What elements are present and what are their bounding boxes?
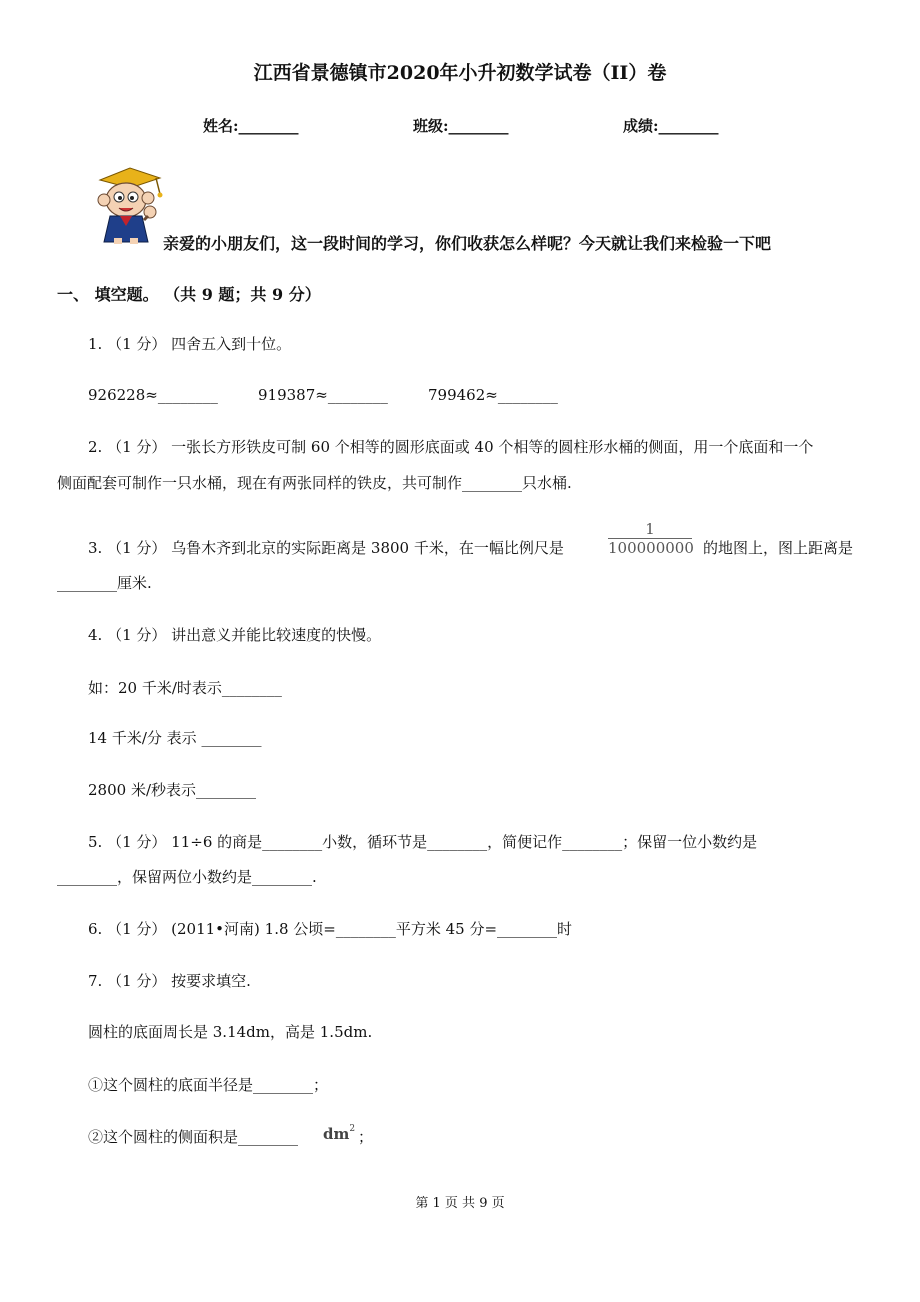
question-2-line-1: 2. （1 分） 一张长方形铁皮可制 60 个相等的圆形底面或 40 个相等的圆柱形水桶的侧面，用一个底面和一个: [88, 438, 814, 456]
question-7-given: 圆柱的底面周长是 3.14dm，高是 1.5dm.: [88, 1023, 373, 1041]
question-7-item-2: ②这个圆柱的侧面积是________: [88, 1128, 299, 1146]
class-field: 班级:________: [413, 117, 509, 135]
scale-fraction: [608, 521, 692, 556]
question-7-item-1: ①这个圆柱的底面半径是________；: [88, 1076, 329, 1094]
question-3-line-2: ________厘米.: [57, 574, 152, 592]
question-3-line-1: 3. （1 分） 乌鲁木齐到北京的实际距离是 3800 千米，在一幅比例尺是: [88, 539, 564, 557]
greeting-text: 亲爱的小朋友们，这一段时间的学习，你们收获怎么样呢？今天就让我们来检验一下吧: [163, 234, 772, 253]
question-1-blank-b: 919387≈________: [258, 386, 388, 404]
question-6-line: 6. （1 分） (2011•河南) 1.8 公顷=________平方米 45 分=________时: [88, 920, 573, 938]
unit-dm-squared: [323, 1124, 355, 1143]
question-5-line-1: 5. （1 分） 11÷6 的商是________小数，循环节是________，简便记作________；保留一位小数约是: [88, 833, 758, 851]
question-7-stem: 7. （1 分） 按要求填空.: [88, 972, 251, 990]
question-1-blank-a: 926228≈________: [88, 386, 218, 404]
question-4-item-b: 14 千米/分 表示 ________: [88, 729, 262, 747]
question-2-line-2: 侧面配套可制作一只水桶，现在有两张同样的铁皮，共可制作________只水桶.: [57, 474, 572, 492]
unit-exponent: 2: [349, 1124, 356, 1134]
question-3-line-1-end: 的地图上，图上距离是: [703, 539, 854, 557]
unit-dm: dm: [323, 1125, 350, 1143]
fraction-denominator: 100000000: [608, 539, 694, 557]
question-1-stem: 1. （1 分） 四舍五入到十位。: [88, 335, 292, 353]
page-title: 江西省景德镇市2020年小升初数学试卷（II）卷: [253, 62, 667, 84]
question-7-item-2-end: ；: [358, 1128, 374, 1146]
question-4-stem: 4. （1 分） 讲出意义并能比较速度的快慢。: [88, 626, 382, 644]
question-4-item-a: 如：20 千米/时表示________: [88, 679, 282, 697]
question-4-item-c: 2800 米/秒表示________: [88, 781, 256, 799]
question-5-line-2: ________，保留两位小数约是________.: [57, 868, 317, 886]
score-field: 成绩:________: [623, 117, 719, 135]
question-1-blank-c: 799462≈________: [428, 386, 558, 404]
section-heading: 一、 填空题。 （共 9 题；共 9 分）: [57, 285, 321, 304]
name-field: 姓名:________: [203, 117, 299, 135]
cartoon-mascot-image: [90, 166, 168, 250]
page-footer: 第 1 页 共 9 页: [415, 1196, 505, 1211]
fraction-numerator: 1: [645, 520, 655, 538]
